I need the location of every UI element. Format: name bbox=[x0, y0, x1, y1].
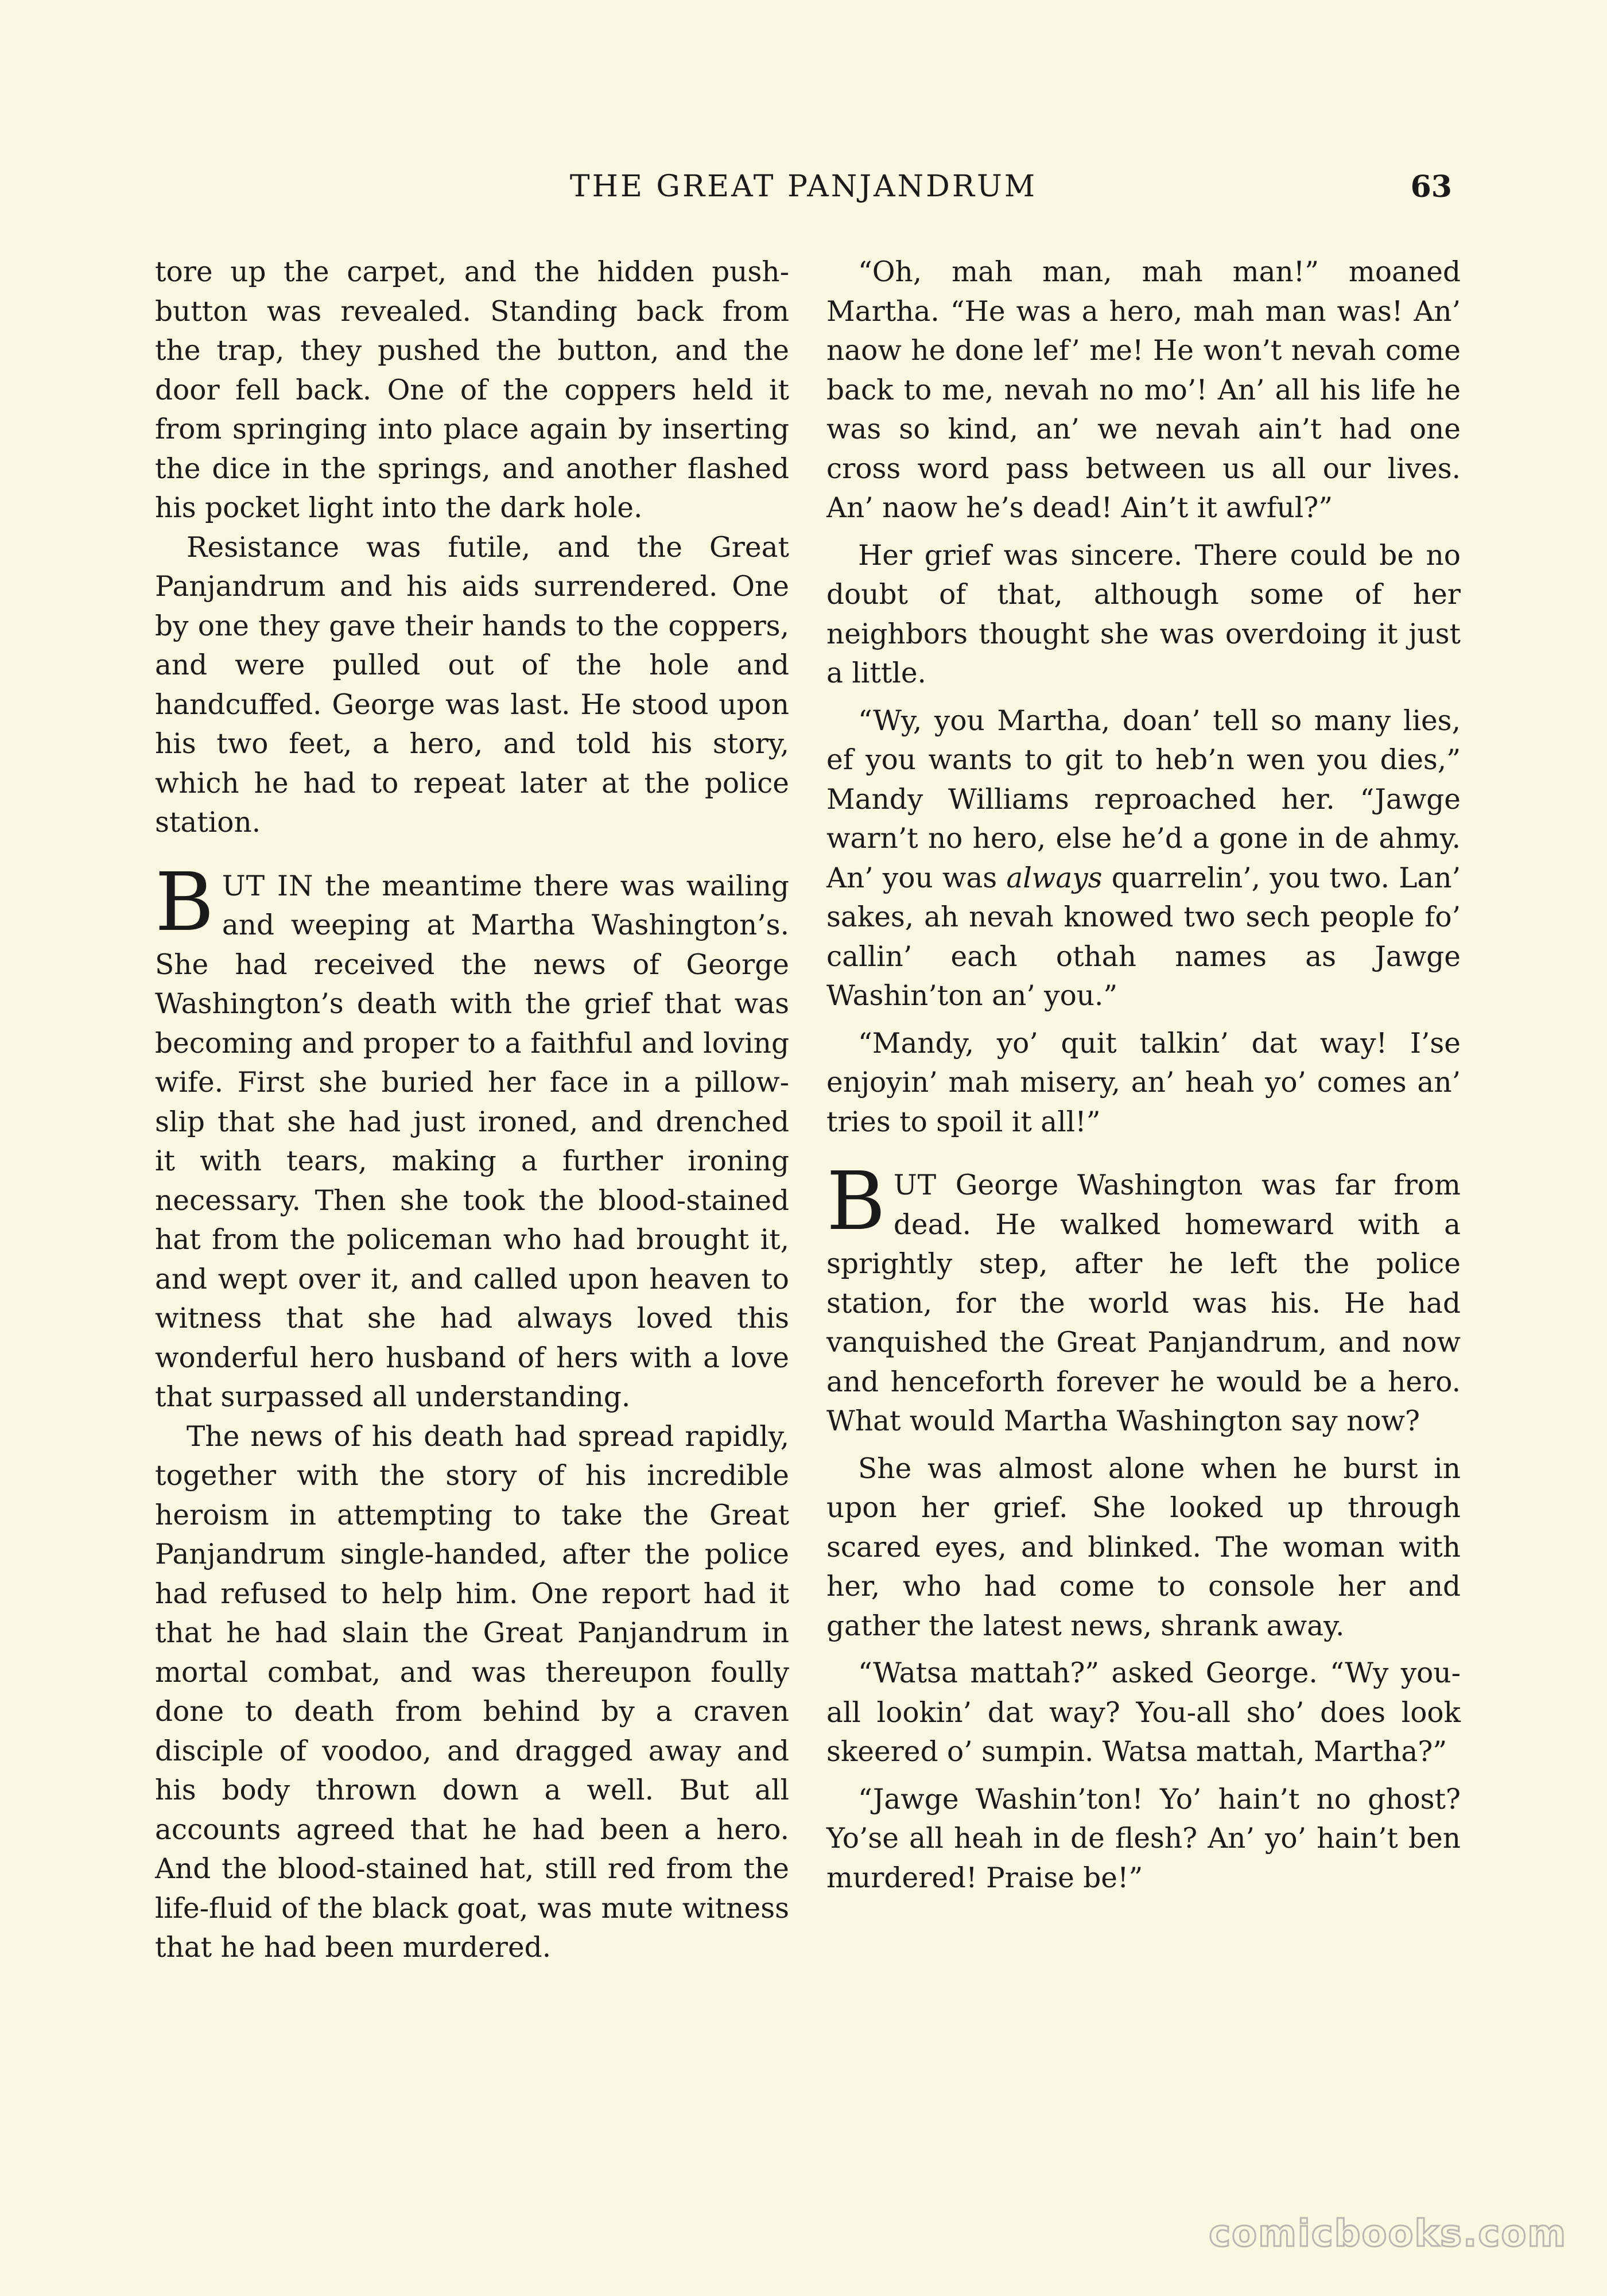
paragraph-text: George Washington was far from dead. He walked homeward with a sprightly step, after he left the police station, for the world was his. He had vanquished the Great Panjandrum, and now and henceforth forever he would be a hero. What would Martha Washington say now? bbox=[826, 1169, 1461, 1437]
paragraph: Her grief was sincere. There could be no doubt of that, although some of her neighbors thought she was overdoing it just a little. bbox=[826, 539, 1461, 689]
italic-word: always bbox=[1006, 862, 1103, 894]
drop-cap: B bbox=[155, 855, 214, 949]
small-caps-lead: UT bbox=[893, 1169, 937, 1201]
paragraph: “Jawge Washin’ton! Yo’ hain’t no ghost? Yo’se all heah in de flesh? An’ yo’ hain’t ben murdered! Praise be!” bbox=[826, 1783, 1461, 1894]
paragraph: “Oh, mah man, mah man!” moaned Martha. “He was a hero, mah man was! An’ naow he done lef’ me! He won’t nevah come back to me, nevah no mo’! An’ all his life he was so kind, an’ we nevah ain’t had one cross word pass between us all our lives. An’ naow he’s dead! Ain’t it awful?” bbox=[826, 256, 1461, 524]
page-number: 63 bbox=[1410, 169, 1452, 204]
paragraph: The news of his death had spread rapidly, together with the story of his incredible heroism in attempting to take the Great Panjandrum single-handed, after the police had refused to help him. One report had it that he had slain the Great Panjandrum in mortal combat, and was thereupon foully done to death from behind by a craven disciple of voodoo, and dragged away and his body thrown down a well. But all accounts agreed that he had been a hero. And the blood-stained hat, still red from the life-fluid of the black goat, was mute witness that he had been murdered. bbox=[155, 1420, 789, 1964]
paragraph-text: the meantime there was wailing and weeping at Martha Washington’s. She had received the news of George Washington’s death with the grief that was becoming and proper to a faithful and loving wife. First she buried her face in a pillow-slip that she had just ironed, and drenched it with tears, making a further ironing necessary. Then she took the blood-stained hat from the policeman who had brought it, and wept over it, and called upon heaven to witness that she had always loved this wonderful hero husband of hers with a love that surpassed all understanding. bbox=[155, 870, 789, 1413]
watermark: comicbooks.com bbox=[1209, 2213, 1567, 2255]
paragraph-text: quarrelin’, you two. Lan’ sakes, ah nevah knowed two sech people fo’ callin’ each othah names as Jawge Washin’ton an’ you.” bbox=[826, 862, 1461, 1012]
small-caps-lead: UT IN bbox=[222, 870, 314, 902]
paragraph: “Watsa mattah?” asked George. “Wy you-all lookin’ dat way? You-all sho’ does look skeered o’ sumpin. Watsa mattah, Martha?” bbox=[826, 1657, 1461, 1768]
paragraph-text: “Wy, you Martha, doan’ tell so many lies, ef you wants to git to heb’n wen you dies,” Mandy Williams reproached her. “Jawge warn’t no hero, else he’d a gone in de ahmy. An’ you was bbox=[826, 704, 1461, 894]
paragraph: Resistance was futile, and the Great Panjandrum and his aids surrendered. One by one they gave their hands to the coppers, and were pulled out of the hole and handcuffed. George was last. He stood upon his two feet, a hero, and told his story, which he had to repeat later at the police station. bbox=[155, 531, 789, 839]
section-paragraph bbox=[155, 855, 789, 1417]
paragraph bbox=[826, 701, 1461, 1016]
paragraph: She was almost alone when he burst in upon her grief. She looked up through scared eyes, and blinked. The woman with her, who had come to console her and gather the latest news, shrank away. bbox=[826, 1452, 1461, 1642]
section-paragraph bbox=[826, 1155, 1461, 1441]
paragraph: tore up the carpet, and the hidden push-button was revealed. Standing back from the trap, they pushed the button, and the door fell back. One of the coppers held it from springing into place again by inserting the dice in the springs, and another flashed his pocket light into the dark hole. bbox=[155, 256, 789, 524]
right-column bbox=[826, 253, 1461, 1898]
drop-cap: B bbox=[826, 1155, 886, 1248]
left-column bbox=[155, 253, 789, 1968]
running-head bbox=[155, 169, 1452, 215]
paragraph: “Mandy, yo’ quit talkin’ dat way! I’se enjoyin’ mah misery, an’ heah yo’ comes an’ tries to spoil it all!” bbox=[826, 1027, 1461, 1138]
running-title: THE GREAT PANJANDRUM bbox=[569, 169, 1038, 204]
